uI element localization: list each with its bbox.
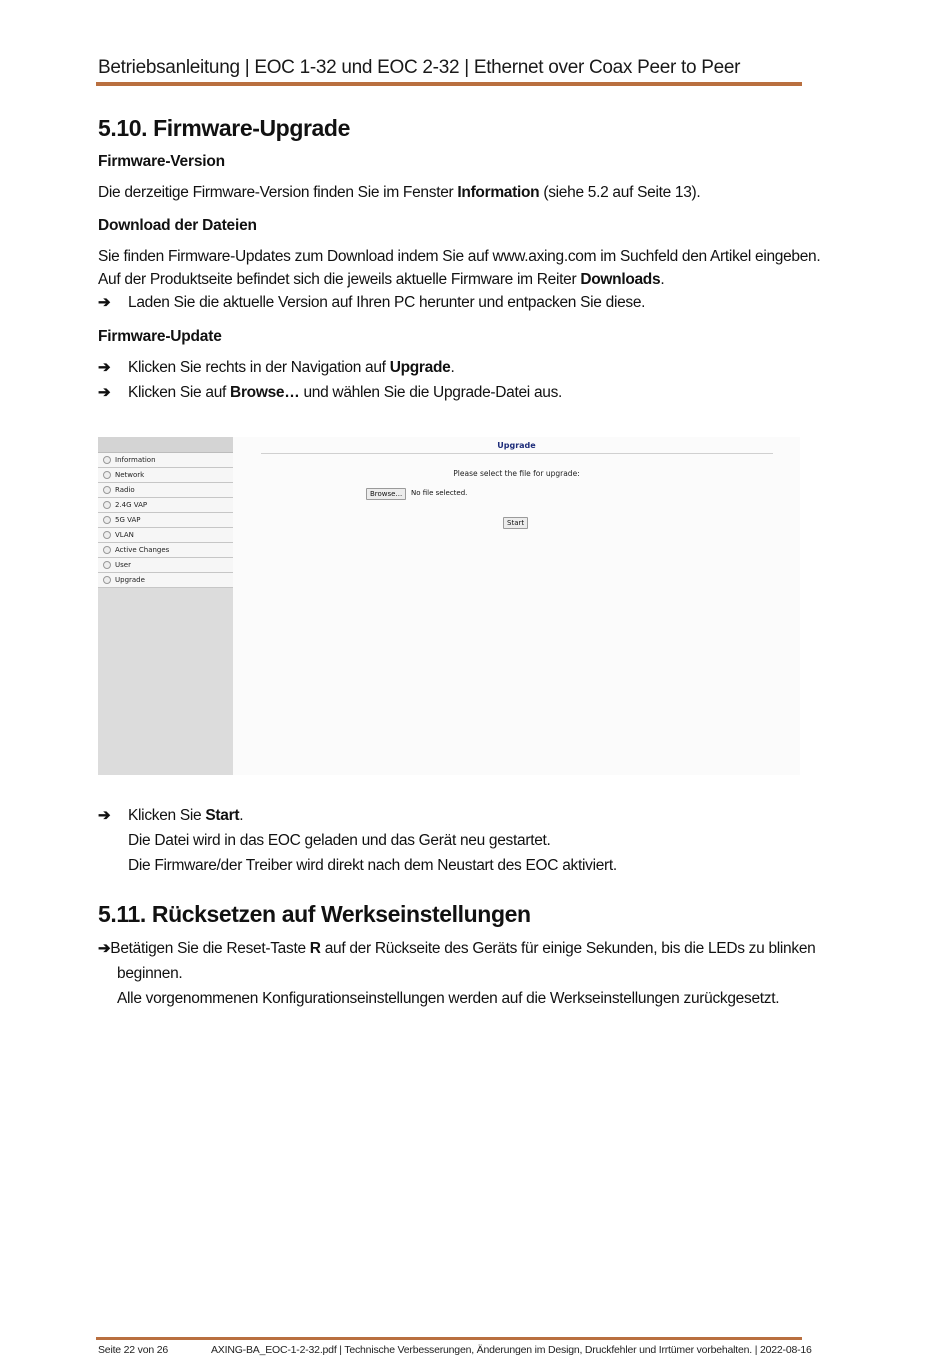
title-divider [261, 453, 773, 454]
firmware-version-text: Die derzeitige Firmware-Version finden Sie im Fenster Information (siehe 5.2 auf Seite 13). [98, 184, 701, 201]
upgrade-title: Upgrade [497, 441, 536, 450]
nav-item-radio[interactable]: Radio [98, 483, 233, 498]
footer-info: AXING-BA_EOC-1-2-32.pdf | Technische Verbesserungen, Änderungen im Design, Druckfehler und Irrtümer vorbehalten. | 2022-08-16 [211, 1344, 812, 1356]
update-step-1: ➔ Klicken Sie rechts in der Navigation auf Upgrade. [98, 356, 798, 379]
document-header: Betriebsanleitung | EOC 1-32 und EOC 2-32 | Ethernet over Coax Peer to Peer [98, 57, 741, 78]
section-heading-5-10: 5.10. Firmware-Upgrade [98, 115, 350, 141]
subheading-firmware-version: Firmware-Version [98, 153, 225, 170]
right-arrow-icon: ➔ [98, 294, 111, 311]
section-heading-5-11: 5.11. Rücksetzen auf Werkseinstellungen [98, 901, 531, 927]
nav-item-user[interactable]: User [98, 558, 233, 573]
screenshot-navigation [98, 437, 233, 775]
nav-bullet-icon [103, 516, 111, 524]
update-step-2: ➔ Klicken Sie auf Browse… und wählen Sie die Upgrade-Datei aus. [98, 381, 798, 404]
nav-bullet-icon [103, 456, 111, 464]
nav-bullet-icon [103, 561, 111, 569]
step3-detail-line2: Die Firmware/der Treiber wird direkt nach dem Neustart des EOC aktiviert. [128, 857, 617, 874]
reset-instruction-line3: Alle vorgenommenen Konfigurationseinstellungen werden auf die Werkseinstellungen zurückgesetzt. [117, 990, 780, 1007]
right-arrow-icon: ➔ [98, 384, 111, 401]
step3-detail-line1: Die Datei wird in das EOC geladen und das Gerät neu gestartet. [128, 832, 551, 849]
nav-item-2-4g-vap[interactable]: 2.4G VAP [98, 498, 233, 513]
nav-item-active-changes[interactable]: Active Changes [98, 543, 233, 558]
right-arrow-icon: ➔ [98, 807, 111, 824]
download-text-line1: Sie finden Firmware-Updates zum Download indem Sie auf www.axing.com im Suchfeld den Artikel eingeben. [98, 248, 821, 265]
right-arrow-icon: ➔ [98, 359, 111, 376]
nav-bullet-icon [103, 471, 111, 479]
nav-item-network[interactable]: Network [98, 468, 233, 483]
right-arrow-icon: ➔ [98, 940, 111, 957]
screenshot-main-panel [233, 437, 800, 775]
nav-bullet-icon [103, 486, 111, 494]
footer-rule [96, 1337, 802, 1340]
download-text-line2: Auf der Produktseite befindet sich die jeweils aktuelle Firmware im Reiter Downloads. [98, 271, 665, 288]
header-rule [96, 82, 802, 86]
nav-item-upgrade[interactable]: Upgrade [98, 573, 233, 588]
reset-instruction-line2: beginnen. [117, 965, 183, 982]
nav-bullet-icon [103, 546, 111, 554]
nav-item-vlan[interactable]: VLAN [98, 528, 233, 543]
nav-item-information[interactable]: Information [98, 453, 233, 468]
reset-instruction-line1: ➔Betätigen Sie die Reset-Taste R auf der Rückseite des Geräts für einige Sekunden, bis die LEDs zu blinken [98, 940, 816, 957]
footer-page-number: Seite 22 von 26 [98, 1344, 168, 1356]
nav-bullet-icon [103, 576, 111, 584]
update-step-3: ➔ Klicken Sie Start. [98, 804, 798, 827]
browse-button[interactable]: Browse... [366, 488, 406, 500]
download-step: ➔ Laden Sie die aktuelle Version auf Ihren PC herunter und entpacken Sie diese. [98, 291, 798, 314]
upgrade-screenshot [98, 437, 800, 775]
nav-topbar [98, 437, 233, 453]
no-file-selected-label: No file selected. [411, 489, 468, 497]
start-button[interactable]: Start [503, 517, 528, 529]
upgrade-prompt: Please select the file for upgrade: [453, 469, 580, 478]
nav-item-5g-vap[interactable]: 5G VAP [98, 513, 233, 528]
subheading-download: Download der Dateien [98, 217, 257, 234]
subheading-firmware-update: Firmware-Update [98, 328, 222, 345]
nav-bullet-icon [103, 531, 111, 539]
nav-bullet-icon [103, 501, 111, 509]
